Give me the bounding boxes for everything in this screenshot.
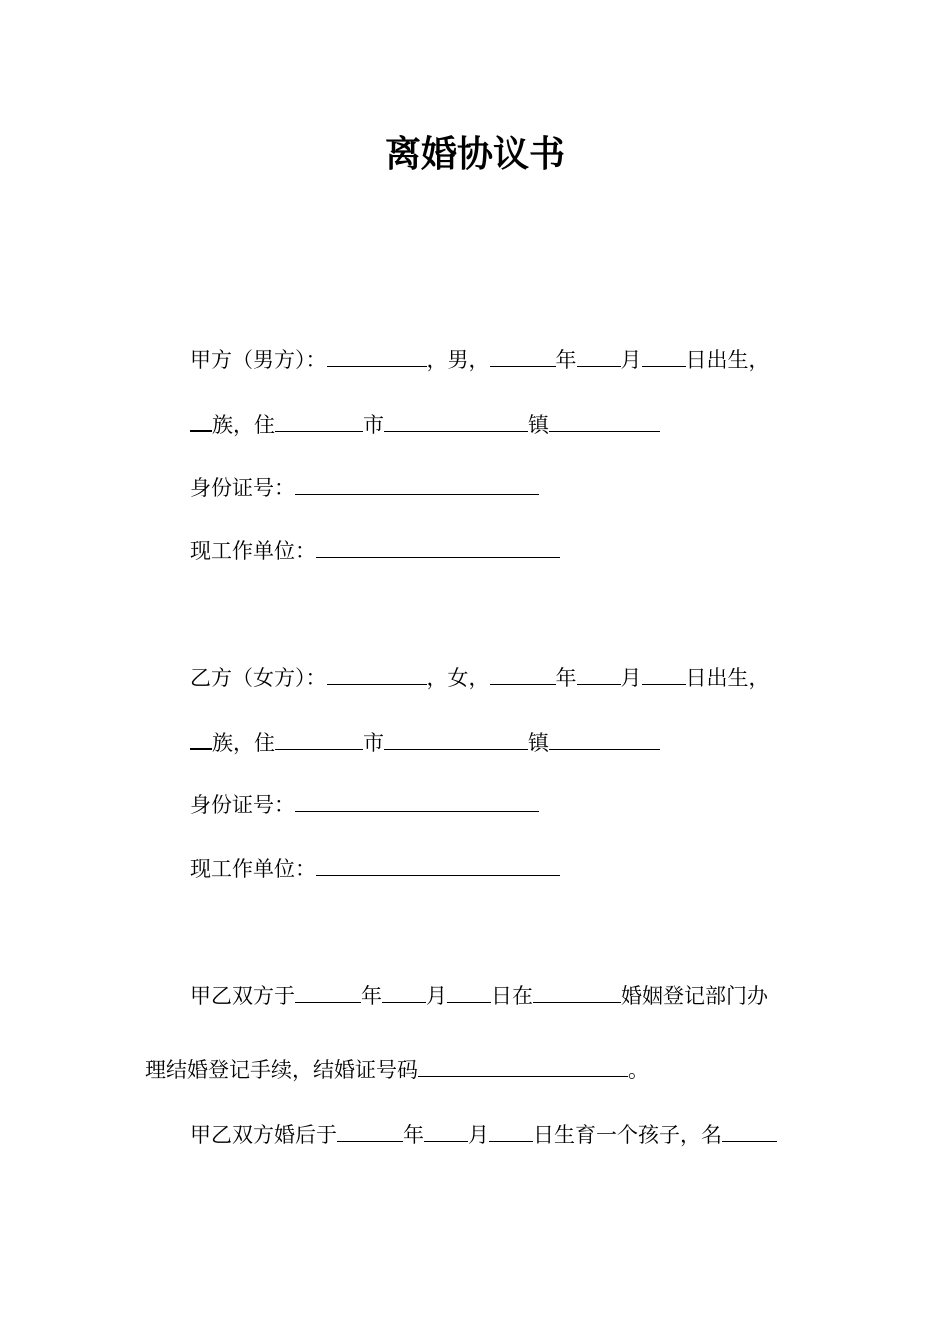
party-a-work-line	[190, 535, 560, 566]
ethnic-blank[interactable]	[190, 408, 212, 432]
name-blank[interactable]	[327, 662, 427, 685]
child-year-blank[interactable]	[337, 1119, 403, 1142]
child-prefix: 甲乙双方婚后于	[190, 1123, 337, 1147]
birth-day-blank[interactable]	[642, 662, 686, 685]
work-label: 现工作单位：	[190, 539, 316, 563]
year-label: 年	[361, 984, 382, 1008]
document-title: 离婚协议书	[384, 133, 565, 175]
address-blank[interactable]	[549, 727, 660, 750]
child-name-blank[interactable]	[722, 1119, 777, 1142]
town-label: 镇	[528, 413, 549, 437]
town-name-blank[interactable]	[384, 409, 528, 432]
town-name-blank[interactable]	[384, 727, 528, 750]
certificate-label: 理结婚登记手续，结婚证号码	[145, 1058, 418, 1082]
marriage-month-blank[interactable]	[382, 980, 426, 1003]
period: 。	[628, 1058, 649, 1082]
birth-text: 日出生，	[685, 348, 770, 372]
id-label: 身份证号：	[190, 476, 295, 500]
day-at-label: 日在	[491, 984, 533, 1008]
marriage-line-2	[145, 1054, 649, 1085]
name-blank[interactable]	[327, 344, 427, 367]
year-label: 年	[403, 1123, 424, 1147]
work-unit-blank[interactable]	[316, 535, 560, 558]
birth-month-blank[interactable]	[577, 344, 621, 367]
party-b-id-line	[190, 789, 539, 820]
ethnic-text: 族，住	[212, 413, 275, 437]
party-b-line-2	[190, 726, 660, 758]
child-birth-text: 日生育一个孩子，名	[533, 1123, 722, 1147]
certificate-number-blank[interactable]	[418, 1054, 628, 1077]
month-label: 月	[620, 348, 642, 372]
child-day-blank[interactable]	[489, 1119, 533, 1142]
birth-year-blank[interactable]	[490, 662, 556, 685]
marriage-line-1	[190, 980, 768, 1011]
registry-blank[interactable]	[533, 980, 621, 1003]
town-label: 镇	[528, 731, 549, 755]
ethnic-text: 族，住	[212, 731, 275, 755]
city-blank[interactable]	[275, 727, 363, 750]
month-label: 月	[426, 984, 447, 1008]
marriage-year-blank[interactable]	[295, 980, 361, 1003]
city-label: 市	[363, 413, 384, 437]
month-label: 月	[468, 1123, 489, 1147]
marriage-prefix: 甲乙双方于	[190, 984, 295, 1008]
birth-month-blank[interactable]	[577, 662, 621, 685]
birth-year-blank[interactable]	[490, 344, 556, 367]
party-a-label: 甲方（男方）：	[190, 348, 327, 372]
gender-text: ，女，	[426, 666, 490, 690]
party-b-work-line	[190, 853, 560, 884]
party-a-line-1	[190, 344, 770, 375]
birth-text: 日出生，	[685, 666, 770, 690]
work-unit-blank[interactable]	[316, 853, 560, 876]
id-number-blank[interactable]	[295, 789, 539, 812]
work-label: 现工作单位：	[190, 857, 316, 881]
birth-day-blank[interactable]	[642, 344, 686, 367]
marriage-day-blank[interactable]	[447, 980, 491, 1003]
party-b-label: 乙方（女方）：	[190, 666, 327, 690]
year-label: 年	[555, 348, 577, 372]
month-label: 月	[620, 666, 642, 690]
party-a-line-2	[190, 408, 660, 440]
child-line	[190, 1119, 777, 1150]
child-month-blank[interactable]	[424, 1119, 468, 1142]
gender-text: ，男，	[426, 348, 490, 372]
city-blank[interactable]	[275, 409, 363, 432]
year-label: 年	[555, 666, 577, 690]
address-blank[interactable]	[549, 409, 660, 432]
id-label: 身份证号：	[190, 793, 295, 817]
ethnic-blank[interactable]	[190, 726, 212, 750]
city-label: 市	[363, 731, 384, 755]
party-a-id-line	[190, 472, 539, 503]
party-b-line-1	[190, 662, 770, 693]
id-number-blank[interactable]	[295, 472, 539, 495]
dept-text: 婚姻登记部门办	[621, 984, 768, 1008]
